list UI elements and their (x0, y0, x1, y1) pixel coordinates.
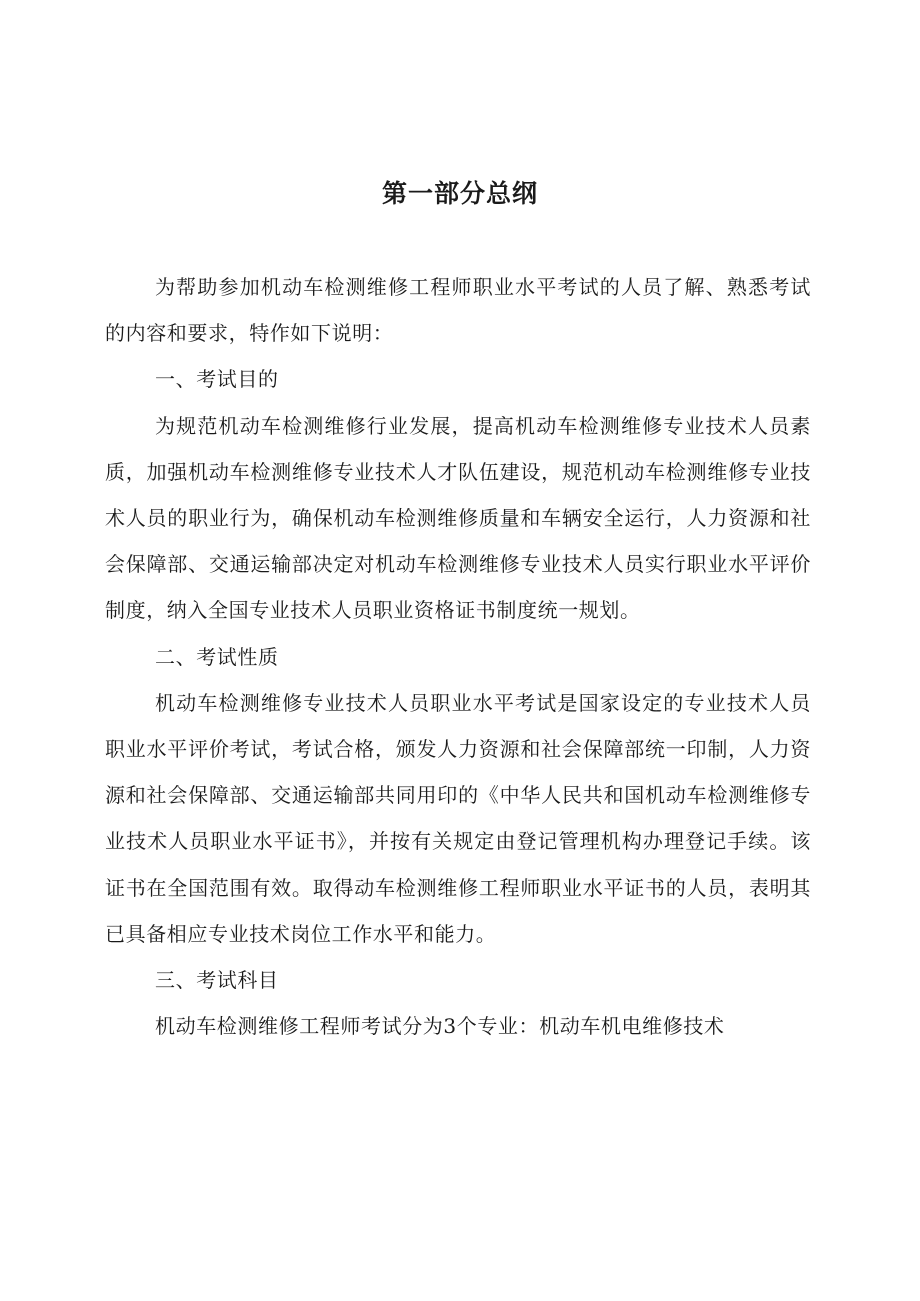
section-text-subjects: 机动车检测维修工程师考试分为3个专业：机动车机电维修技术 (155, 1014, 725, 1039)
section-text-nature: 机动车检测维修专业技术人员职业水平考试是国家设定的专业技术人员职业水平评价考试，考试合格，颁发人力资源和社会保障部统一印制，人力资源和社会保障部、交通运输部共同用印的《中华人民共和国机动车检测维修专业技术人员职业水平证书》，并按有关规定由登记管理机构办理登记手续。该证书在全国范围有效。取得动车检测维修工程师职业水平证书的人员，表明其已具备相应专业技术岗位工作水平和能力。 (105, 690, 811, 946)
page-title: 第一部分总纲 (381, 179, 538, 208)
section-heading-subjects: 三、考试科目 (155, 968, 279, 993)
intro-paragraph: 为帮助参加机动车检测维修工程师职业水平考试的人员了解、熟悉考试的内容和要求，特作如下说明： (105, 275, 811, 346)
section-heading-nature: 二、考试性质 (155, 644, 279, 669)
section-heading-purpose: 一、考试目的 (155, 367, 279, 392)
document-body (105, 264, 811, 1049)
section-text-purpose: 为规范机动车检测维修行业发展，提高机动车检测维修专业技术人员素质，加强机动车检测维修专业技术人才队伍建设，规范机动车检测维修专业技术人员的职业行为，确保机动车检测维修质量和车辆安全运行，人力资源和社会保障部、交通运输部决定对机动车检测维修专业技术人员实行职业水平评价制度，纳入全国专业技术人员职业资格证书制度统一规划。 (105, 413, 811, 623)
